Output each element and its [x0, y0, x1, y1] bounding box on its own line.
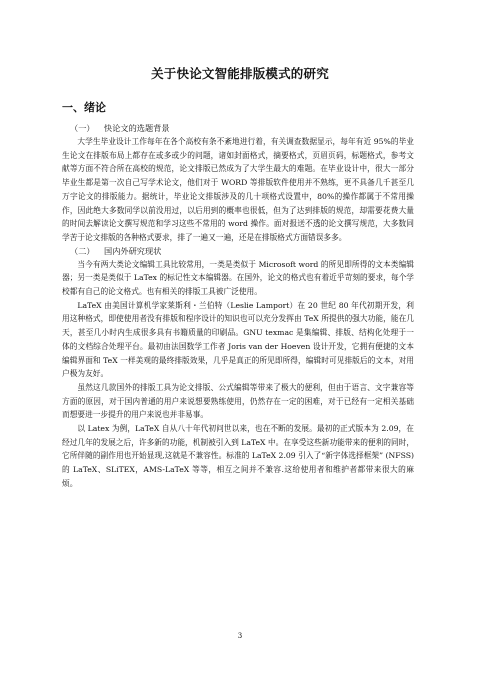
page-number: 3 — [237, 632, 243, 640]
subsection-number: （一） — [70, 123, 95, 133]
paragraph-latex-texmacs: LaTeX 由美国计算机学家莱斯利・兰伯特（Leslie Lamport）在 20 世纪 80 年代初期开发，利用这种格式，即使使用者没有排版和程序设计的知识也可以充分发挥由 TeX 所提供的强大功能，能在几天，甚至几小时内生成很多具有书籍质量的印刷品。GNU texmac 是集编辑、排版、结构化处理于一体的文档综合处理平台。最初由法国数学工作者 Joris van der Hoeven 设计开发，它拥有便捷的文本编辑界面和 TeX 一样美观的最终排版效果，几乎是真正的所见即所得，编辑时可见排版后的文本，对用户极为友好。 — [62, 300, 414, 379]
document-title: 关于快论文智能排版模式的研究 — [151, 66, 329, 81]
subsection-heading-research-status — [62, 245, 414, 258]
paragraph-foreign-tools: 虽然这几款国外的排版工具为论文排版、公式编辑等带来了极大的便利，但由于语言、文字兼容等方面的原因，对于国内普通的用户来说想要熟练使用，仍然存在一定的困难，对于已经有一定相关基础而想要进一步提升的用户来说也并非易事。 — [62, 382, 414, 420]
document-body — [62, 100, 414, 491]
paragraph-background: 大学生毕业设计工作每年在各个高校有条不紊地进行着，有关调查数据显示，每年有近 95%的毕业生论文在排版布局上都存在或多或少的问题，诸如封面格式，摘要格式，页眉页码，标题格式，参考文献等方面不符合所在高校的规范，论文排版已然成为了大学生最大的难题。在毕业设计中，很大一部分毕业生都是第一次自己写学术论文，他们对于 WORD 等排版软件使用并不熟练，更不具备几千甚至几万字论文的排版能力。据统计，毕业论文排版涉及的几十项格式设置中，80%的操作都属于不常用操作，因此绝大多数同学以前没用过，以后用到的概率也很低，但为了达到排版的规范，却需要花费大量的时间去解读论文撰写规范和学习这些不常用的 word 操作。面对报送不透的论文撰写规范，大多数同学苦于论文排版的各种格式要求，排了一遍又一遍，还是在排版格式方面错误多多。 — [62, 137, 414, 242]
subsection-title: 国内外研究现状 — [104, 245, 162, 256]
subsection-number: （二） — [70, 245, 95, 256]
section-heading-introduction: 一、绪论 — [62, 101, 106, 114]
subsection-heading-background — [62, 122, 414, 135]
paragraph-latex-history: 以 Latex 为例，LaTeX 自从八十年代初问世以来，也在不断的发展。最初的正式版本为 2.09，在经过几年的发展之后，许多新的功能，机制被引入到 LaTeX 中。在享受这些新功能带来的便利的同时，它所伴随的副作用也开始显现,这就是不兼容性。标准的 LaTeX 2.09 引入了“新字体选择框架” (NFSS)的 LaTeX、SLiTEX，AMS-LaTeX 等等，相互之间并不兼容.这给使用者和维护者都带来很大的麻烦。 — [62, 424, 415, 488]
paragraph-editors: 当今有两大类论文编辑工具比较常用，一类是类似于 Microsoft word 的所见即所得的文本类编辑器；另一类是类似于 LaTex 的标记性文本编辑器。在国外，论文的格式也有着近乎苛刻的要求，每个学校都有自己的论文格式。也有相关的排版工具被广泛使用。 — [62, 259, 414, 297]
subsection-title: 快论文的选题背景 — [104, 123, 170, 133]
